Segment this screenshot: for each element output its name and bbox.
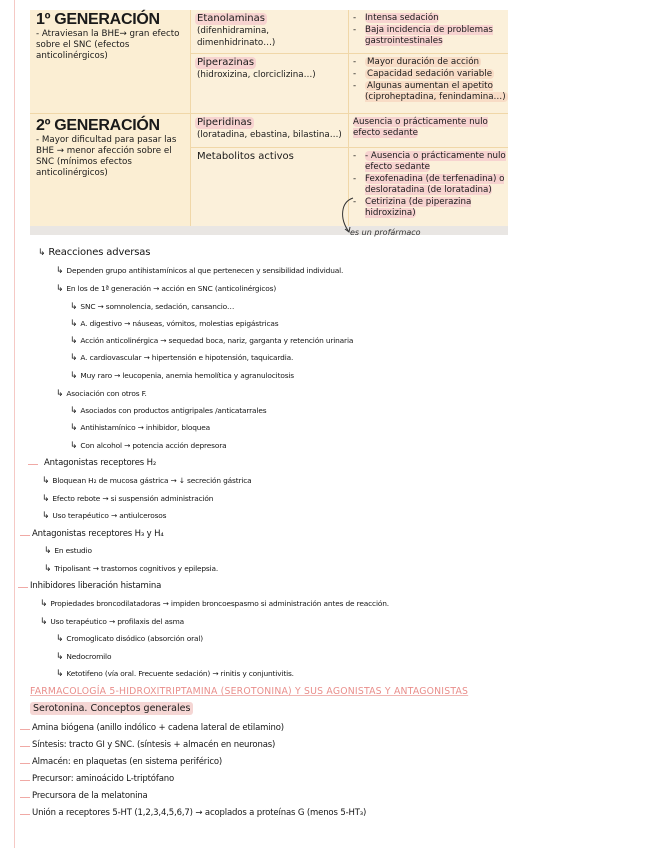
piperidinas-effects-cell: [348, 114, 508, 147]
pink-bullet: [20, 746, 30, 747]
prodrug-note: es un profármaco: [350, 228, 421, 237]
pink-bullet: [20, 729, 30, 730]
table-bottom-band: [30, 226, 508, 235]
effects-list: [353, 151, 508, 219]
note-subheading: Antagonistas receptores H₂: [44, 458, 157, 468]
pink-bullet: [20, 797, 30, 798]
note-line: ↳ Muy raro → leucopenia, anemia hemolítica y agranulocitosis: [70, 371, 295, 381]
note-line: ↳ SNC → somnolencia, sedación, cansancio…: [70, 302, 235, 312]
piperidinas-cell: [190, 114, 348, 147]
class-name: Piperidinas: [197, 117, 252, 128]
pink-bullet: [20, 763, 30, 764]
metabolitos-effects-cell: [348, 148, 508, 226]
effect-item: Capacidad sedación variable: [367, 69, 493, 79]
note-line: ↳ Uso terapéutico → antiulcerosos: [42, 511, 167, 521]
gen2-title: 2º GENERACIÓN: [36, 117, 160, 134]
note-line: ↳ Bloquean H₂ de mucosa gástrica → ↓ secreción gástrica: [42, 476, 252, 486]
note-line: ↳ Ketotifeno (vía oral. Frecuente sedación) → rinitis y conjuntivitis.: [56, 669, 294, 679]
note-line: ↳ Asociados con productos antigripales /anticatarrales: [70, 406, 267, 416]
effect-item: Intensa sedación: [365, 13, 439, 23]
effect-item: Ausencia o prácticamente nulo efecto sedante: [353, 117, 488, 138]
piperazinas-cell: [190, 54, 348, 113]
section-title: FARMACOLOGÍA 5-HIDROXITRIPTAMINA (SEROTONINA) Y SUS AGONISTAS Y ANTAGONISTAS: [30, 686, 469, 697]
class-name: Metabolitos activos: [197, 151, 294, 162]
note-line: ↳ Acción anticolinérgica → sequedad boca, nariz, garganta y retención urinaria: [70, 336, 354, 346]
effect-item: Cetirizina (de piperazina hidroxizina): [365, 197, 472, 218]
note-line: ↳ Antihistamínico → inhibidor, bloquea: [70, 423, 211, 433]
gen1-title: 1º GENERACIÓN: [36, 11, 160, 28]
note-line: ↳ A. digestivo → náuseas, vómitos, molestias epigástricas: [70, 319, 279, 329]
effect-item: Algunas aumentan el apetito (ciproheptadina, fenindamina…): [365, 81, 506, 102]
serotonin-point: Almacén: en plaquetas (en sistema periférico): [32, 757, 223, 767]
class-name: Etanolaminas: [197, 13, 265, 24]
note-line: ↳ En los de 1ª generación → acción en SNC (anticolinérgicos): [56, 284, 277, 294]
antihistamine-table: [30, 10, 508, 237]
note-line: ↳ Efecto rebote → si suspensión administración: [42, 494, 214, 504]
note-line: ↳ Cromoglicato disódico (absorción oral): [56, 634, 203, 644]
note-heading: ↳ Reacciones adversas: [38, 247, 151, 258]
etanolaminas-effects-cell: [348, 10, 508, 53]
effect-item: - Ausencia o prácticamente nulo efecto sedante: [365, 151, 506, 172]
effects-list: [353, 57, 508, 103]
class-name: Piperazinas: [197, 57, 255, 68]
notebook-margin-line: [14, 0, 15, 848]
pink-bullet: [18, 587, 28, 588]
pink-bullet: [20, 814, 30, 815]
metabolitos-cell: [190, 148, 348, 226]
note-line: ↳ Propiedades broncodilatadoras → impiden broncoespasmo si administración antes de reacción.: [40, 599, 389, 609]
class-examples: (hidroxizina, clorciclizina…): [197, 70, 316, 80]
gen2-cell: [30, 114, 190, 226]
serotonin-point: Síntesis: tracto GI y SNC. (síntesis + almacén en neuronas): [32, 740, 276, 750]
note-line: ↳ Asociación con otros F.: [56, 389, 147, 399]
pink-bullet: [28, 464, 38, 465]
note-line: ↳ A. cardiovascular → hipertensión e hipotensión, taquicardia.: [70, 353, 294, 363]
effects-list: [353, 13, 508, 47]
note-line: ↳ Tripolisant → trastornos cognitivos y epilepsia.: [44, 564, 219, 574]
class-examples: (difenhidramina, dimenhidrinato…): [197, 26, 276, 48]
note-subheading: Antagonistas receptores H₃ y H₄: [32, 529, 164, 539]
pink-bullet: [20, 780, 30, 781]
gen1-cell: [30, 10, 190, 113]
serotonin-point: Amina biógena (anillo indólico + cadena lateral de etilamino): [32, 723, 284, 733]
etanolaminas-cell: [190, 10, 348, 53]
effect-item: Fexofenadina (de terfenadina) o desloratadina (de loratadina): [365, 174, 505, 195]
serotonin-point: Precursora de la melatonina: [32, 791, 148, 801]
class-examples: (loratadina, ebastina, bilastina…): [197, 130, 342, 140]
note-line: ↳ Dependen grupo antihistamínicos al que pertenecen y sensibilidad individual.: [56, 266, 344, 276]
note-line: ↳ Nedocromilo: [56, 652, 112, 662]
gen1-desc: - Atraviesan la BHE→ gran efecto sobre el SNC (efectos anticolinérgicos): [36, 29, 180, 61]
gen2-desc: - Mayor dificultad para pasar las BHE → menor afección sobre el SNC (mínimos efectos anticolinérgicos): [36, 135, 177, 178]
serotonin-point: Precursor: aminoácido L-triptófano: [32, 774, 175, 784]
serotonin-point: Unión a receptores 5-HT (1,2,3,4,5,6,7) → acoplados a proteínas G (menos 5-HT₃): [32, 808, 367, 818]
piperazinas-effects-cell: [348, 54, 508, 113]
pink-bullet: [20, 535, 30, 536]
topic-title: Serotonina. Conceptos generales: [30, 702, 193, 715]
note-line: ↳ Uso terapéutico → profilaxis del asma: [40, 617, 185, 627]
note-line: ↳ En estudio: [44, 546, 92, 556]
effect-item: Baja incidencia de problemas gastrointestinales: [365, 25, 493, 46]
effect-item: Mayor duración de acción: [367, 57, 480, 67]
note-line: ↳ Con alcohol → potencia acción depresora: [70, 441, 227, 451]
note-subheading: Inhibidores liberación histamina: [30, 581, 162, 591]
